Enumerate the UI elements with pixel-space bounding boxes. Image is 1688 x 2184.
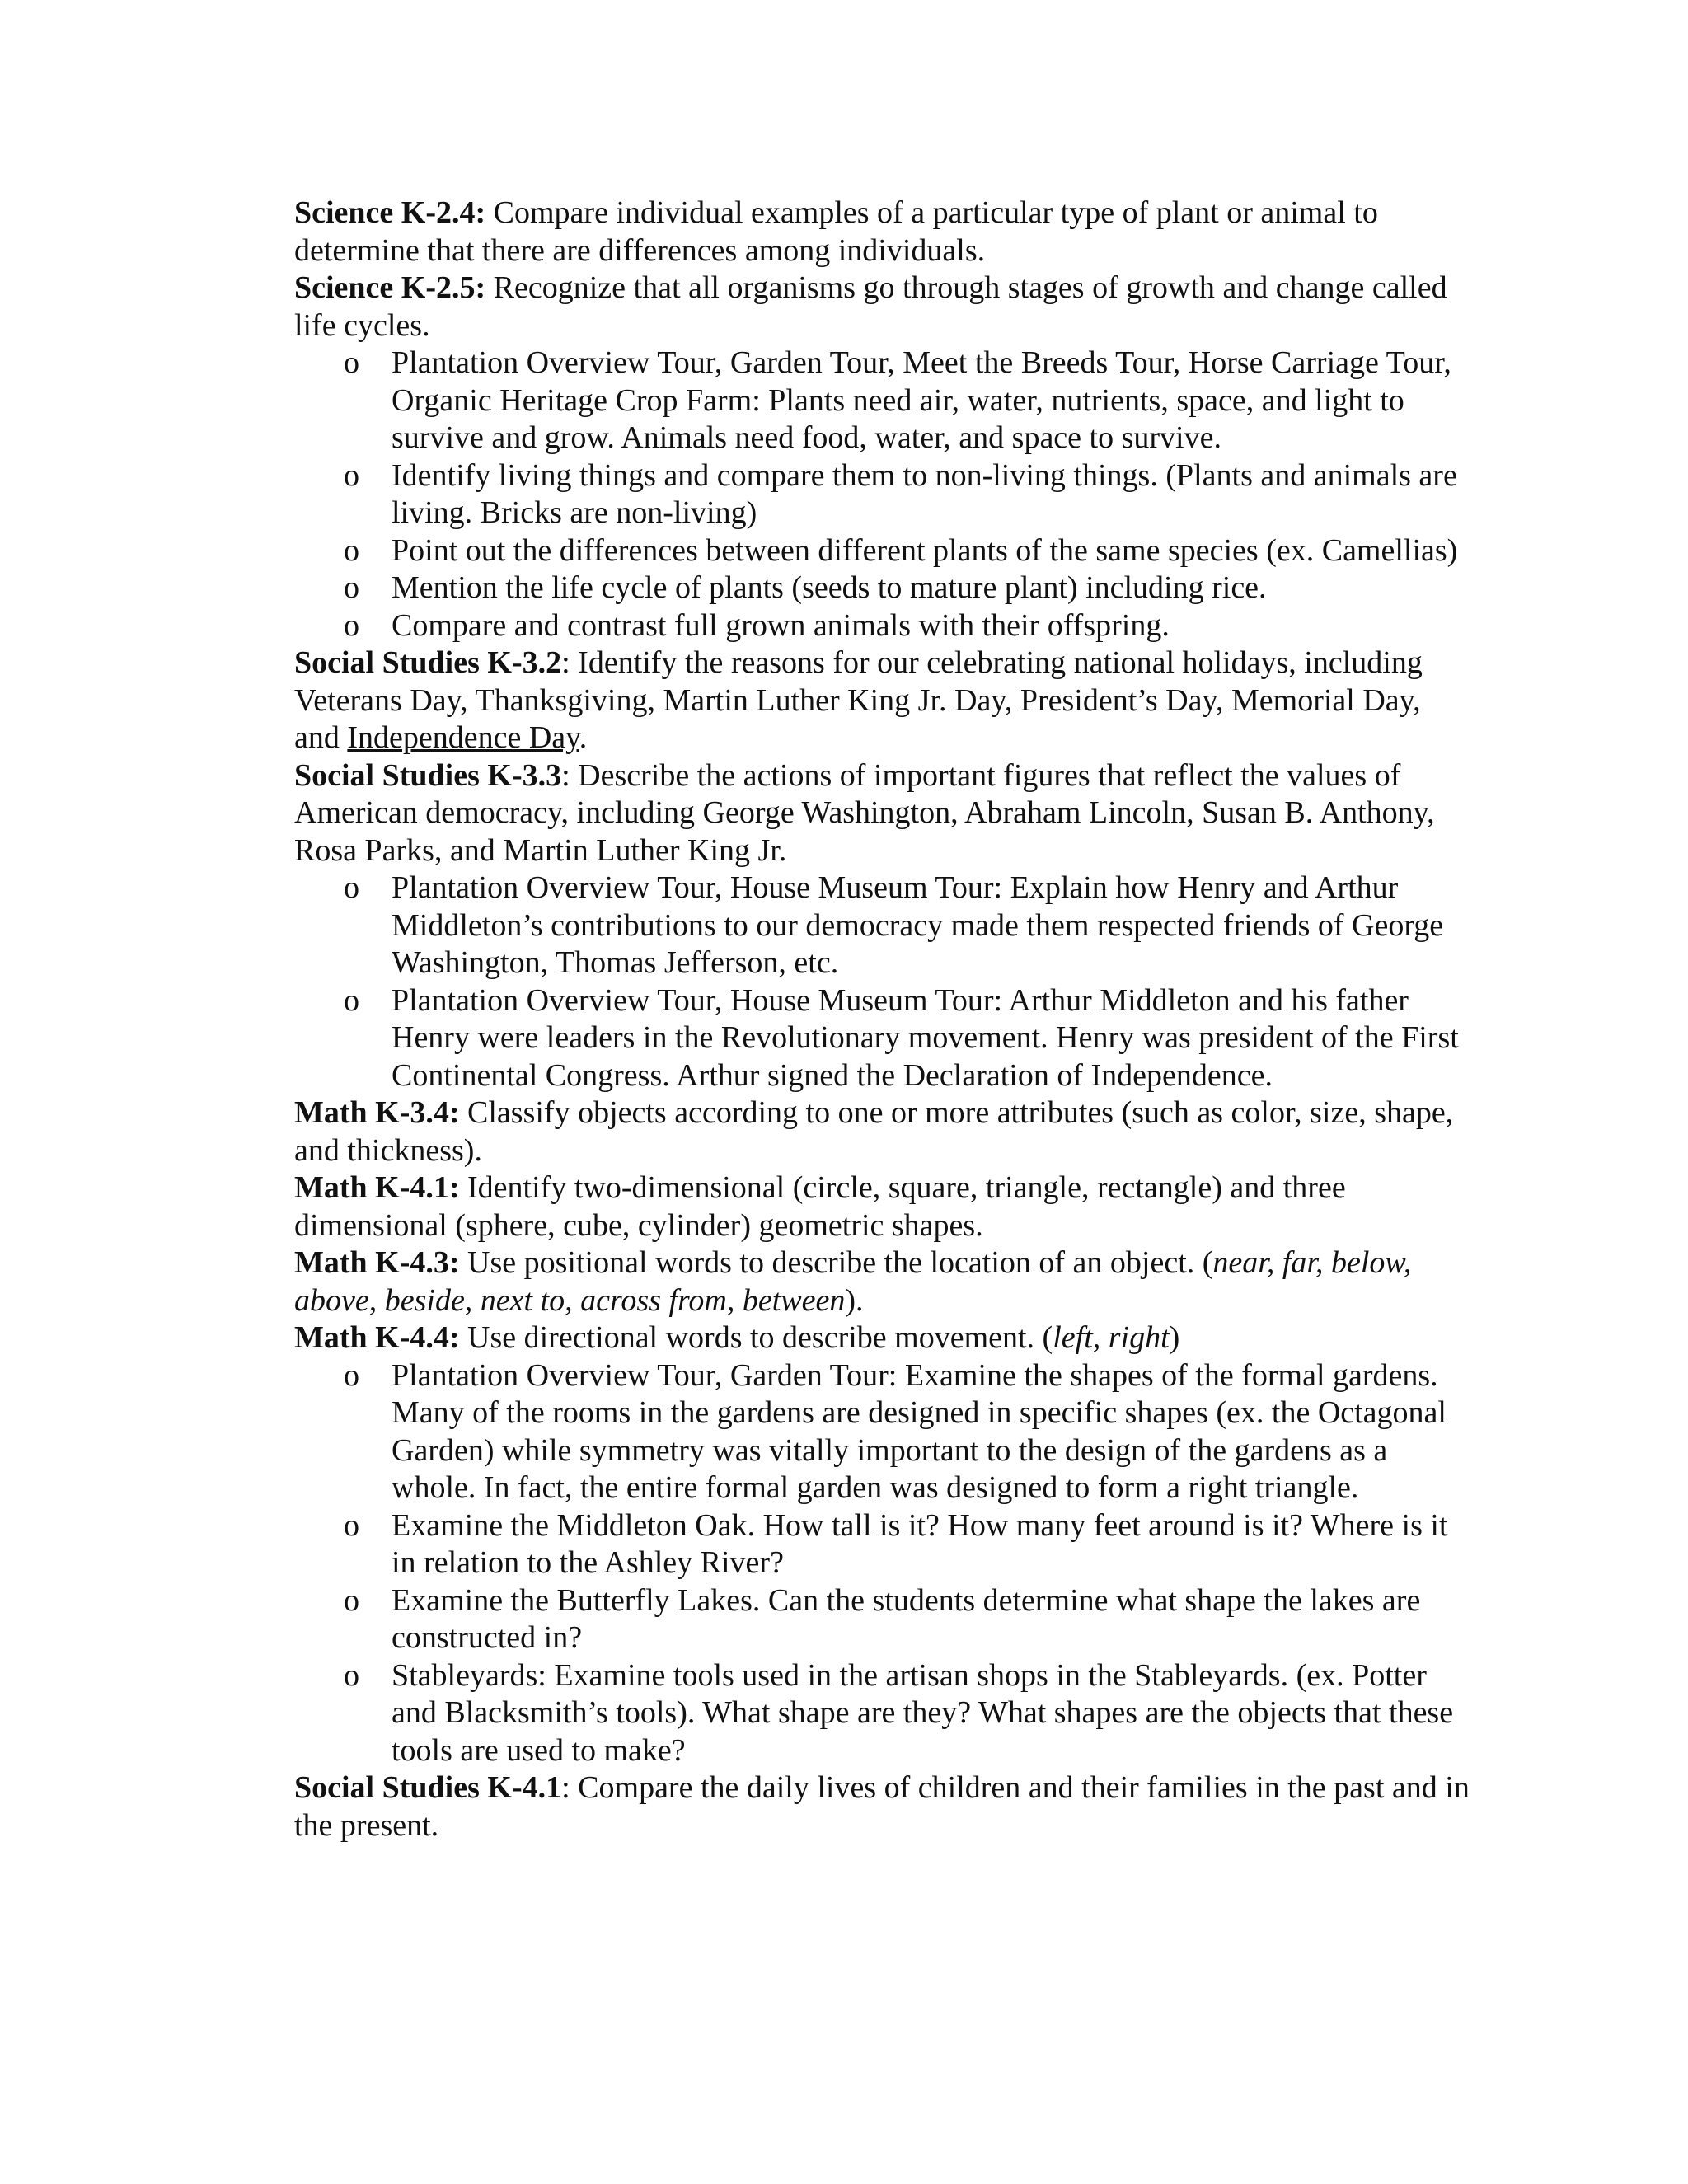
standard-math-k-3-4 — [294, 1094, 1473, 1169]
standard-text: Recognize that all organisms go through stages of growth and change called life cycles. — [294, 270, 1447, 343]
list-item — [294, 1357, 1473, 1507]
list-item-text: Plantation Overview Tour, House Museum Tour: Explain how Henry and Arthur Middleton’s contributions to our democracy made them respected friends of George Washington, Thomas Jefferson, etc. — [392, 870, 1444, 980]
list-item — [294, 1507, 1473, 1582]
bullet-list-social-studies — [294, 869, 1473, 1094]
list-item — [294, 1582, 1473, 1657]
standard-math-k-4-3 — [294, 1244, 1473, 1319]
bullet-marker: o — [344, 870, 359, 905]
standard-text: : Describe the actions of important figures that reflect the values of American democracy, including George Washington, Abraham Lincoln, Susan B. Anthony, Rosa Parks, and Martin Luther King Jr. — [294, 757, 1435, 868]
bullet-marker: o — [344, 982, 359, 1018]
standard-text: Classify objects according to one or more attributes (such as color, size, shape, and thickness). — [294, 1095, 1454, 1168]
list-item — [294, 569, 1473, 607]
list-item — [294, 982, 1473, 1095]
bullet-marker: o — [344, 570, 359, 605]
bullet-marker: o — [344, 607, 359, 643]
standard-text-end: . — [579, 720, 588, 755]
standard-text: : Compare the daily lives of children and their families in the past and in the present. — [294, 1770, 1470, 1843]
standard-science-k-2-5 — [294, 269, 1473, 344]
standard-text: : Identify the reasons for our celebrating national holidays, including Veterans Day, Thanksgiving, Martin Luther King Jr. Day, President’s Day, Memorial Day, and — [294, 645, 1423, 755]
list-item-text: Stableyards: Examine tools used in the artisan shops in the Stableyards. (ex. Potter and Blacksmith’s tools). What shape are they? What shapes are the objects that these tools are used to make? — [392, 1657, 1454, 1768]
standard-social-studies-k-3-3 — [294, 757, 1473, 870]
list-item — [294, 457, 1473, 532]
list-item-text: Plantation Overview Tour, House Museum Tour: Arthur Middleton and his father Henry were leaders in the Revolutionary movement. Henry was president of the First Continental Congress. Arthur signed the Declaration of Independence. — [392, 982, 1459, 1093]
list-item-text: Compare and contrast full grown animals with their offspring. — [392, 607, 1170, 643]
italic-text: near, far, below, above, beside, next to, across from, between — [294, 1245, 1412, 1318]
list-item — [294, 607, 1473, 645]
bullet-list-math — [294, 1357, 1473, 1770]
bullet-marker: o — [344, 532, 359, 568]
standard-text: Identify two-dimensional (circle, square, triangle, rectangle) and three dimensional (sphere, cube, cylinder) geometric shapes. — [294, 1170, 1346, 1243]
list-item-text: Plantation Overview Tour, Garden Tour: Examine the shapes of the formal gardens. Many of the rooms in the gardens are designed in specific shapes (ex. the Octagonal Garden) while symmetry was vitally important to the design of the gardens as a whole. In fact, the entire formal garden was designed to form a right triangle. — [392, 1357, 1447, 1505]
standard-text-end: ) — [1169, 1320, 1180, 1355]
bullet-marker: o — [344, 457, 359, 493]
list-item — [294, 532, 1473, 570]
standard-code: Science K-2.4: — [294, 195, 486, 230]
bullet-list-science — [294, 344, 1473, 644]
standard-code: Math K-4.4: — [294, 1320, 460, 1355]
standard-code: Science K-2.5: — [294, 270, 486, 305]
list-item-text: Examine the Butterfly Lakes. Can the students determine what shape the lakes are constructed in? — [392, 1582, 1421, 1655]
italic-text: left, right — [1053, 1320, 1170, 1355]
list-item-text: Identify living things and compare them to non-living things. (Plants and animals are living. Bricks are non-living) — [392, 457, 1457, 530]
underlined-text: Independence Day — [347, 720, 579, 755]
standard-code: Social Studies K-3.2 — [294, 645, 562, 680]
list-item-text: Point out the differences between different plants of the same species (ex. Camellias) — [392, 532, 1458, 568]
standard-text-end: ). — [845, 1282, 864, 1318]
list-item-text: Examine the Middleton Oak. How tall is it? How many feet around is it? Where is it in relation to the Ashley River? — [392, 1507, 1448, 1580]
standard-text: Use positional words to describe the location of an object. ( — [459, 1245, 1213, 1280]
standard-code: Math K-4.3: — [294, 1245, 460, 1280]
standard-math-k-4-1 — [294, 1169, 1473, 1244]
standard-code: Math K-3.4: — [294, 1095, 460, 1130]
bullet-marker: o — [344, 1657, 359, 1693]
standard-science-k-2-4 — [294, 194, 1473, 269]
bullet-marker: o — [344, 1507, 359, 1543]
bullet-marker: o — [344, 1582, 359, 1618]
standard-code: Social Studies K-3.3 — [294, 757, 562, 793]
list-item-text: Plantation Overview Tour, Garden Tour, Meet the Breeds Tour, Horse Carriage Tour, Organic Heritage Crop Farm: Plants need air, water, nutrients, space, and light to survive and grow. Animals need food, water, and space to survive. — [392, 345, 1451, 455]
list-item — [294, 344, 1473, 457]
standard-text: Compare individual examples of a particular type of plant or animal to determine that there are differences among individuals. — [294, 195, 1378, 268]
standard-social-studies-k-4-1 — [294, 1769, 1473, 1844]
standard-math-k-4-4 — [294, 1319, 1473, 1357]
bullet-marker: o — [344, 345, 359, 380]
standard-text: Use directional words to describe movement. ( — [459, 1320, 1053, 1355]
list-item-text: Mention the life cycle of plants (seeds to mature plant) including rice. — [392, 570, 1267, 605]
standard-code: Math K-4.1: — [294, 1170, 460, 1205]
standard-code: Social Studies K-4.1 — [294, 1770, 562, 1805]
document-page — [294, 194, 1473, 1844]
list-item — [294, 1657, 1473, 1770]
bullet-marker: o — [344, 1357, 359, 1393]
list-item — [294, 869, 1473, 982]
standard-social-studies-k-3-2 — [294, 644, 1473, 757]
